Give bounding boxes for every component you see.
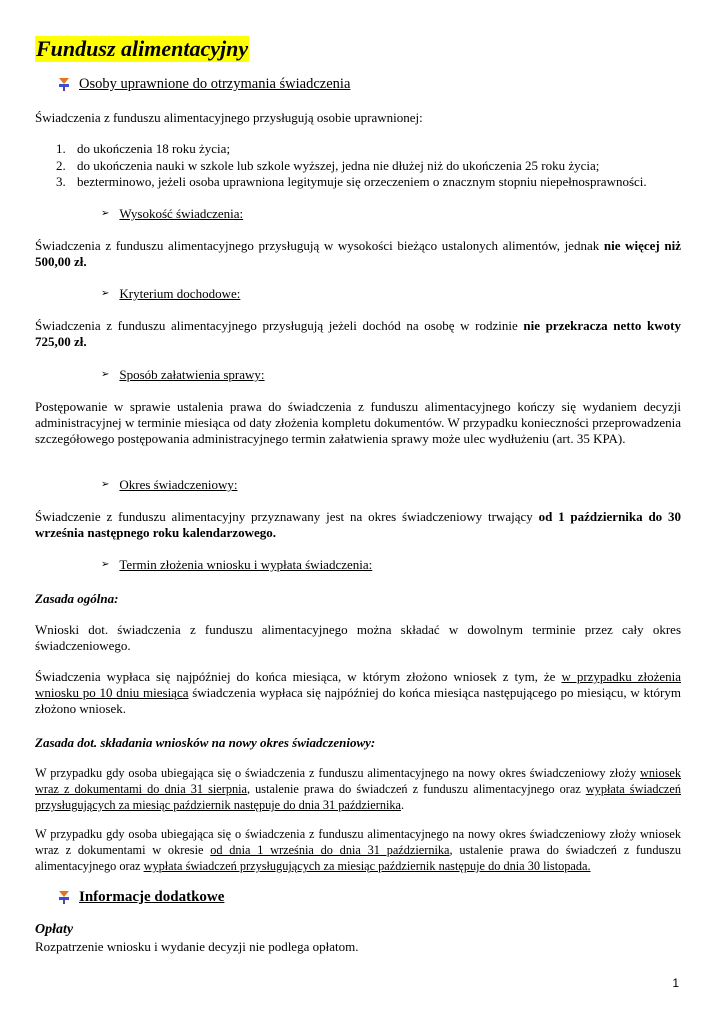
arrow-bullet-icon: ➢ [101, 208, 110, 219]
arrow-bullet-icon: ➢ [101, 369, 110, 380]
page-number: 1 [672, 976, 679, 990]
zasada-nowy-okres-label: Zasada dot. składania wniosków na nowy okres świadczeniowy: [35, 735, 376, 750]
section-heading-text: Osoby uprawnione do otrzymania świadczenia [79, 76, 351, 92]
wysokosc-paragraph: Świadczenia z funduszu alimentacyjnego przysługują w wysokości bieżąco ustalonych alimentów, jednak nie więcej niż 500,00 zł. [35, 238, 682, 269]
okres-paragraph: Świadczenie z funduszu alimentacyjny przyznawany jest na okres świadczeniowy trwający od 1 października do 30 września następnego roku kalendarzowego. [35, 509, 681, 540]
termin-paragraph-2: Świadczenia wypłaca się najpóźniej do końca miesiąca, w którym złożono wniosek z tym, że w przypadku złożenia wniosku po 10 dniu miesiąca świadczenia wypłaca się najpóźniej do końca miesiąca następującego po miesiącu, w którym złożono wniosek. [35, 669, 681, 716]
arrow-bullet-icon: ➢ [101, 479, 110, 490]
section-heading-informacje [57, 888, 224, 906]
list-item: 1. do ukończenia 18 roku życia; [56, 141, 231, 156]
termin-paragraph-1: Wnioski dot. świadczenia z funduszu alimentacyjnego można składać w dowolnym terminie przez cały okres świadczeniowego. [35, 622, 681, 653]
section-heading-text: Informacje dodatkowe [79, 889, 225, 905]
intro-paragraph: Świadczenia z funduszu alimentacyjnego przysługują osobie uprawnionej: [35, 110, 423, 125]
pushpin-icon [57, 77, 71, 91]
oplaty-paragraph: Rozpatrzenie wniosku i wydanie decyzji nie podlega opłatom. [35, 939, 359, 954]
subheading-kryterium: ➢ Kryterium dochodowe: [101, 286, 241, 301]
termin-paragraph-4: W przypadku gdy osoba ubiegająca się o świadczenia z funduszu alimentacyjnego na nowy okres świadczeniowy złoży wniosek wraz z dokumentami w okresie od dnia 1 września do dnia 31 października, ustalenie prawa do świadczeń z funduszu alimentacyjnego oraz wypłata świadczeń przysługujących za miesiąc październik następuje do dnia 30 listopada. [35, 827, 682, 873]
subheading-wysokosc: ➢ Wysokość świadczenia: [101, 206, 244, 221]
subheading-termin: ➢ Termin złożenia wniosku i wypłata świadczenia: [101, 557, 373, 572]
arrow-bullet-icon: ➢ [101, 288, 110, 299]
list-item: 3. bezterminowo, jeżeli osoba uprawniona legitymuje się orzeczeniem o znacznym stopniu niepełnosprawności. [56, 174, 647, 189]
subheading-sposob: ➢ Sposób załatwienia sprawy: [101, 367, 265, 382]
arrow-bullet-icon: ➢ [101, 559, 110, 570]
zasada-ogolna-label: Zasada ogólna: [35, 591, 119, 606]
termin-paragraph-3: W przypadku gdy osoba ubiegająca się o świadczenia z funduszu alimentacyjnego na nowy okres świadczeniowy złoży wniosek wraz z dokumentami do dnia 31 sierpnia, ustalenie prawa do świadczeń z funduszu alimentacyjnego oraz wypłata świadczeń przysługujących za miesiąc październik następuje do dnia 31 października. [35, 766, 681, 812]
oplaty-label: Opłaty [35, 922, 74, 937]
page-title: Fundusz alimentacyjny [36, 36, 249, 61]
kryterium-paragraph: Świadczenia z funduszu alimentacyjnego przysługują jeżeli dochód na osobę w rodzinie nie przekracza netto kwoty 725,00 zł. [35, 318, 681, 349]
section-heading-uprawnione [57, 75, 350, 93]
eligibility-list [35, 141, 681, 191]
subheading-okres: ➢ Okres świadczeniowy: [101, 477, 238, 492]
list-item: 2. do ukończenia nauki w szkole lub szkole wyższej, jedna nie dłużej niż do ukończenia 25 roku życia; [56, 157, 600, 173]
pushpin-icon [57, 890, 71, 904]
sposob-paragraph: Postępowanie w sprawie ustalenia prawa do świadczenia z funduszu alimentacyjnego kończy się wydaniem decyzji administracyjnej w terminie miesiąca od daty złożenia kompletu dokumentów. W przypadku konieczności przeprowadzenia szczegółowego postępowania administracyjnego termin załatwienia sprawy może ulec wydłużeniu (art. 35 KPA). [35, 399, 681, 446]
